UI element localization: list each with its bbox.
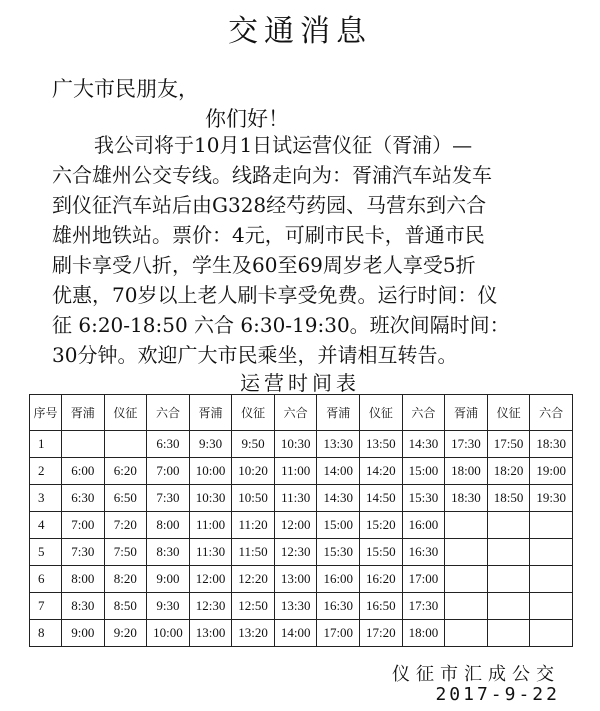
- departure-time: 19:00: [530, 458, 573, 485]
- departure-time: 7:50: [104, 539, 147, 566]
- departure-time: [445, 512, 488, 539]
- departure-time: 14:30: [402, 431, 445, 458]
- departure-time: 10:20: [232, 458, 275, 485]
- departure-time: 8:30: [62, 593, 105, 620]
- departure-time: 15:50: [360, 539, 403, 566]
- departure-time: 17:50: [487, 431, 530, 458]
- departure-time: 17:30: [445, 431, 488, 458]
- column-header: 胥浦: [62, 395, 105, 431]
- departure-time: 11:30: [189, 539, 232, 566]
- departure-time: 7:00: [62, 512, 105, 539]
- departure-time: 7:30: [62, 539, 105, 566]
- departure-time: 15:30: [317, 539, 360, 566]
- schedule-table: [29, 394, 573, 647]
- departure-time: 17:20: [360, 620, 403, 647]
- column-header: 仪征: [232, 395, 275, 431]
- departure-time: 16:50: [360, 593, 403, 620]
- departure-time: 16:00: [317, 566, 360, 593]
- departure-time: 11:50: [232, 539, 275, 566]
- column-header: 胥浦: [189, 395, 232, 431]
- departure-time: 8:00: [62, 566, 105, 593]
- row-number: 2: [30, 458, 62, 485]
- departure-time: 6:00: [62, 458, 105, 485]
- table-row: [30, 620, 573, 647]
- departure-time: 15:00: [402, 458, 445, 485]
- departure-time: [62, 431, 105, 458]
- departure-time: 14:00: [317, 458, 360, 485]
- schedule-header-row: [30, 395, 573, 431]
- departure-time: 10:30: [189, 485, 232, 512]
- departure-time: 7:30: [147, 485, 190, 512]
- salutation: 你们好！: [205, 107, 289, 131]
- departure-time: 11:00: [189, 512, 232, 539]
- departure-time: 16:20: [360, 566, 403, 593]
- departure-time: 18:20: [487, 458, 530, 485]
- table-row: [30, 458, 573, 485]
- departure-time: 13:50: [360, 431, 403, 458]
- departure-time: [530, 512, 573, 539]
- departure-time: 12:30: [189, 593, 232, 620]
- table-row: [30, 431, 573, 458]
- departure-time: 10:00: [147, 620, 190, 647]
- departure-time: 12:20: [232, 566, 275, 593]
- departure-time: 16:00: [402, 512, 445, 539]
- table-row: [30, 512, 573, 539]
- departure-time: 6:30: [62, 485, 105, 512]
- departure-time: 12:00: [274, 512, 317, 539]
- departure-time: 19:30: [530, 485, 573, 512]
- row-number: 8: [30, 620, 62, 647]
- departure-time: 17:00: [402, 566, 445, 593]
- departure-time: 13:30: [317, 431, 360, 458]
- notice-line: 刷卡享受八折，学生及60至69周岁老人享受5折: [52, 253, 476, 277]
- departure-time: 17:00: [317, 620, 360, 647]
- departure-time: 12:00: [189, 566, 232, 593]
- departure-time: 6:50: [104, 485, 147, 512]
- departure-time: 15:20: [360, 512, 403, 539]
- table-row: [30, 485, 573, 512]
- table-row: [30, 593, 573, 620]
- departure-time: 18:30: [445, 485, 488, 512]
- departure-time: 6:20: [104, 458, 147, 485]
- schedule-title: 运营时间表: [240, 371, 360, 395]
- departure-time: 8:00: [147, 512, 190, 539]
- departure-time: 10:00: [189, 458, 232, 485]
- departure-time: 6:30: [147, 431, 190, 458]
- departure-time: [487, 512, 530, 539]
- departure-time: 9:50: [232, 431, 275, 458]
- departure-time: 17:30: [402, 593, 445, 620]
- departure-time: 12:30: [274, 539, 317, 566]
- departure-time: 14:30: [317, 485, 360, 512]
- departure-time: 18:50: [487, 485, 530, 512]
- column-header: 胥浦: [445, 395, 488, 431]
- column-header: 六合: [530, 395, 573, 431]
- departure-time: 8:20: [104, 566, 147, 593]
- departure-time: [530, 539, 573, 566]
- departure-time: 9:00: [147, 566, 190, 593]
- departure-time: 13:00: [189, 620, 232, 647]
- notice-line: 六合雄州公交专线。线路走向为：胥浦汽车站发车: [52, 163, 492, 187]
- departure-time: 16:30: [317, 593, 360, 620]
- departure-time: 13:00: [274, 566, 317, 593]
- departure-time: [487, 539, 530, 566]
- column-header: 胥浦: [317, 395, 360, 431]
- column-header: 仪征: [360, 395, 403, 431]
- departure-time: 7:20: [104, 512, 147, 539]
- departure-time: 10:30: [274, 431, 317, 458]
- departure-time: 14:50: [360, 485, 403, 512]
- row-number: 5: [30, 539, 62, 566]
- departure-time: [487, 593, 530, 620]
- table-row: [30, 566, 573, 593]
- departure-time: [445, 620, 488, 647]
- notice-body: [52, 130, 562, 370]
- departure-time: 9:30: [147, 593, 190, 620]
- company-name: 仪征市汇成公交: [392, 664, 560, 685]
- departure-time: 11:00: [274, 458, 317, 485]
- departure-time: [487, 566, 530, 593]
- departure-time: [487, 620, 530, 647]
- departure-time: [530, 620, 573, 647]
- notice-date: 2017-9-22: [435, 684, 560, 705]
- departure-time: 13:20: [232, 620, 275, 647]
- notice-line: 到仪征汽车站后由G328经芍药园、马营东到六合: [52, 193, 487, 217]
- column-header: 序号: [30, 395, 62, 431]
- departure-time: 16:30: [402, 539, 445, 566]
- table-row: [30, 539, 573, 566]
- departure-time: [530, 593, 573, 620]
- page-title: 交通消息: [228, 14, 372, 49]
- row-number: 6: [30, 566, 62, 593]
- greeting: 广大市民朋友，: [52, 77, 199, 101]
- departure-time: 9:20: [104, 620, 147, 647]
- row-number: 1: [30, 431, 62, 458]
- notice-line: 30分钟。欢迎广大市民乘坐，并请相互转告。: [52, 343, 458, 367]
- departure-time: 18:00: [445, 458, 488, 485]
- row-number: 7: [30, 593, 62, 620]
- departure-time: 15:00: [317, 512, 360, 539]
- departure-time: 12:50: [232, 593, 275, 620]
- departure-time: [104, 431, 147, 458]
- row-number: 4: [30, 512, 62, 539]
- departure-time: 10:50: [232, 485, 275, 512]
- departure-time: 18:30: [530, 431, 573, 458]
- departure-time: 9:30: [189, 431, 232, 458]
- row-number: 3: [30, 485, 62, 512]
- column-header: 六合: [147, 395, 190, 431]
- departure-time: [530, 566, 573, 593]
- notice-line: 雄州地铁站。票价：4元，可刷市民卡，普通市民: [52, 223, 485, 247]
- column-header: 仪征: [487, 395, 530, 431]
- departure-time: 9:00: [62, 620, 105, 647]
- departure-time: 18:00: [402, 620, 445, 647]
- notice-line: 我公司将于10月1日试运营仪征（胥浦）—: [94, 133, 473, 157]
- departure-time: [445, 566, 488, 593]
- departure-time: 14:20: [360, 458, 403, 485]
- column-header: 六合: [274, 395, 317, 431]
- column-header: 六合: [402, 395, 445, 431]
- departure-time: 8:50: [104, 593, 147, 620]
- departure-time: 11:30: [274, 485, 317, 512]
- departure-time: 11:20: [232, 512, 275, 539]
- departure-time: 8:30: [147, 539, 190, 566]
- departure-time: 14:00: [274, 620, 317, 647]
- notice-line: 征 6:20-18:50 六合 6:30-19:30。班次间隔时间：: [52, 313, 510, 337]
- departure-time: [445, 593, 488, 620]
- column-header: 仪征: [104, 395, 147, 431]
- departure-time: 7:00: [147, 458, 190, 485]
- departure-time: 15:30: [402, 485, 445, 512]
- departure-time: [445, 539, 488, 566]
- notice-line: 优惠，70岁以上老人刷卡享受免费。运行时间：仪: [52, 283, 498, 307]
- departure-time: 13:30: [274, 593, 317, 620]
